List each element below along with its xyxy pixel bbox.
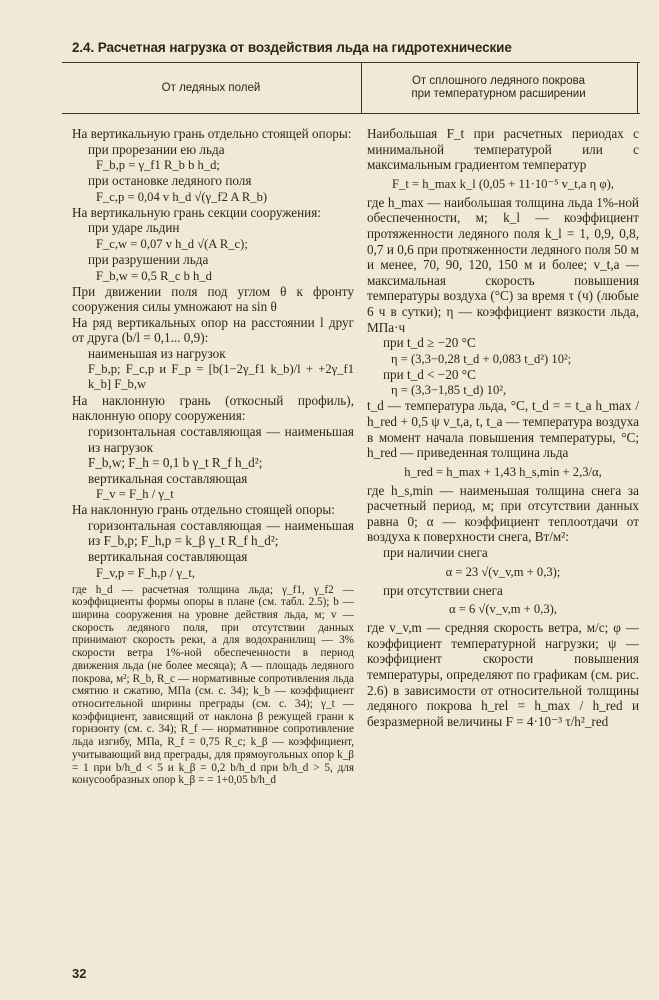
paragraph: при прорезании ею льда (88, 141, 225, 157)
paragraph: при t_d ≥ −20 °C (383, 335, 476, 351)
formula: F_c,p = 0,04 v h_d √(γ_f2 A R_b) (96, 189, 268, 204)
paragraph: вертикальная составляющая (88, 549, 248, 565)
paragraph: На наклонную грань отдельно стоящей опоры: (72, 502, 335, 518)
left-column (72, 126, 354, 787)
formula: η = (3,3−0,28 t_d + 0,083 t_d²) 10²; (391, 351, 572, 366)
formula: h_red = h_max + 1,43 h_s,min + 2,3/α, (404, 464, 602, 479)
paragraph: На вертикальную грань секции сооружения: (72, 204, 321, 220)
formula: F_b,p = γ_f1 R_b b h_d; (96, 158, 220, 173)
formula: F_t = h_max k_l (0,05 + 11·10⁻⁵ v_t,a η φ), (392, 176, 614, 191)
right-column (367, 126, 639, 729)
paragraph: при t_d < −20 °C (383, 366, 476, 382)
formula: η = (3,3−1,85 t_d) 10², (391, 383, 507, 398)
paragraph: где h_s,min — наименьшая толщина снега за расчетный период, м; при отсутствии данных равна 0; α — коэффициент теплоотдачи от воздуха к поверхности снега, Вт/м²: (367, 482, 639, 545)
paragraph: где h_max — наибольшая толщина льда 1%-ной обеспеченности, м; k_l — коэффициент протяженности ледяного поля k_l = 1, 0,9, 0,8, 0,7 и 0,6 при протяженности ледяного поля 50 м и менее, 70, 90, 120, 150 м и более; v_t,a — максимальная скорость повышения температуры воздуха (°C) за время τ (ч) (любые 6 ч в сутки); η — коэффициент вязкости льда, МПа·ч (367, 194, 639, 335)
paragraph: при разрушении льда (88, 251, 209, 267)
header-right-line1: От сплошного ледяного покрова (411, 75, 586, 87)
section-title: 2.4. Расчетная нагрузка от воздействия льда на гидротехнические (72, 40, 512, 55)
paragraph: где v_v,m — средняя скорость ветра, м/с; φ — коэффициент температурной нагрузки; ψ — коэффициент скорости повышения температуры, определяют по графикам (см. рис. 2.6) в зависимости от относительной толщины ледяного покрова h_rel = h_max / h_red и безразмерной величины F = 4·10⁻³ τ/h²_red (367, 620, 639, 729)
paragraph: горизонтальная составляющая — наименьшая из F_b,p; F_h,p = k_β γ_t R_f h_d²; (88, 517, 354, 549)
formula: F_v = F_h / γ_t (96, 487, 174, 502)
formula: F_b,w = 0,5 R_c b h_d (96, 268, 212, 283)
header-right-line2: при температурном расширении (411, 88, 586, 100)
paragraph: при остановке ледяного поля (88, 173, 252, 189)
header-right-cell (361, 63, 636, 113)
page-number: 32 (72, 966, 87, 981)
formula: α = 23 √(v_v,m + 0,3); (445, 564, 561, 579)
paragraph: t_d — температура льда, °C, t_d = = t_a h_max / h_red + 0,5 ψ v_t,a, t, t_a — температура воздуха в момент начала повышения температуры, °C; h_red — приведенная толщина льда (367, 398, 639, 461)
paragraph: При движении поля под углом θ к фронту сооружения силы умножают на sin θ (72, 283, 354, 315)
paragraph: На ряд вертикальных опор на расстоянии l друг от друга (b/l = 0,1... 0,9): (72, 314, 354, 346)
notes-paragraph: где h_d — расчетная толщина льда; γ_f1, γ_f2 — коэффициенты формы опоры в плане (см. табл. 2.5); b — ширина сооружения на уровне действия льда, м; v — скорость ледяного поля, при отсутствии данных принимают скорость реки, а для водохранилищ — 3% скорости ветра 1%-ной обеспеченности в период движения льда (не более месяца); A — площадь ледяного покрова, м²; R_b, R_c — нормативные сопротивления льда смятию и сжатию, МПа (см. с. 34); k_b — коэффициент относительной ширины преграды (см. с. 34); γ_t — коэффициент, зависящий от наклона β режущей грани к горизонту (см. с. 34); R_f — нормативное сопротивление льда изгибу, МПа, R_f = 0,75 R_c; k_β — коэффициент, учитывающий вид преграды, для прямоугольных опор k_β = 1 при b/h_d < 5 и k_β = 0,2 b/h_d при b/h_d > 5, для конусообразных опор k_β = = 1+0,05 b/h_d (72, 583, 354, 787)
paragraph: вертикальная составляющая (88, 470, 248, 486)
header-left-cell: От ледяных полей (161, 82, 261, 94)
table-header (62, 62, 640, 114)
header-right-border (637, 63, 638, 113)
paragraph: Наибольшая F_t при расчетных периодах с минимальной температурой или с максимальным градиентом температур (367, 126, 639, 173)
paragraph: На наклонную грань (откосный профиль), наклонную опору сооружения: (72, 392, 354, 424)
paragraph: горизонтальная составляющая — наименьшая из нагрузок (88, 423, 354, 455)
formula: F_b,p; F_c,p и F_p = [b(1−2γ_f1 k_b)/l + +2γ_f1 k_b] F_b,w (88, 361, 354, 392)
formula: F_c,w = 0,07 v h_d √(A R_c); (96, 236, 248, 251)
formula: F_b,w; F_h = 0,1 b γ_t R_f h_d²; (88, 455, 263, 471)
paragraph: при наличии снега (383, 545, 488, 561)
paragraph: при ударе льдин (88, 220, 180, 236)
paragraph: наименьшая из нагрузок (88, 345, 226, 361)
formula: F_v,p = F_h,p / γ_t, (96, 565, 195, 580)
paragraph: На вертикальную грань отдельно стоящей опоры: (72, 126, 352, 141)
formula: α = 6 √(v_v,m + 0,3), (448, 602, 558, 617)
paragraph: при отсутствии снега (383, 582, 503, 598)
